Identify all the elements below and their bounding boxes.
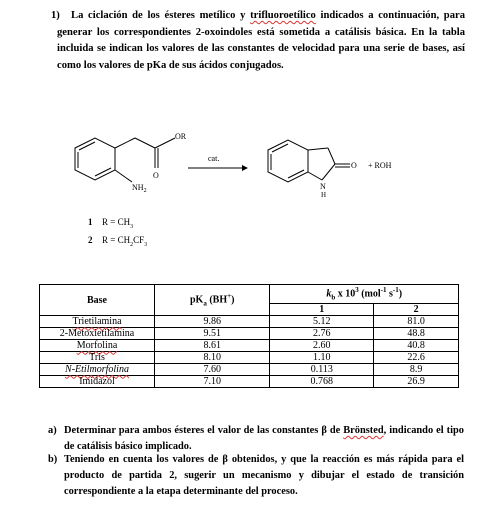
- table-header-row: [40, 285, 459, 304]
- reaction-scheme: [40, 130, 470, 210]
- table-row: [40, 376, 459, 388]
- cell-base: 2-Metoxietilamina: [40, 328, 155, 340]
- table-row: [40, 352, 459, 364]
- table-row: [40, 340, 459, 352]
- product-n-label: N: [320, 182, 326, 191]
- cell-k2: 40.8: [374, 340, 459, 352]
- cell-pka: 9.86: [155, 316, 270, 328]
- r-item-1: 1 $R = CH_3$: [88, 217, 134, 230]
- intro-text-2: indicados a continuación, para generar los correspondientes 2-oxoindoles está sometida a catálisis básica. En la tabla incluida se indican los valores de las constantes de velocidad para una serie de bases, así como los valores de pKa de sus ácidos conjugados.: [57, 10, 465, 71]
- r-item-2: 2 $R = CH_2CF_3$: [88, 234, 148, 248]
- cell-pka: 8.10: [155, 352, 270, 364]
- cell-k2: 8.9: [374, 364, 459, 376]
- intro-text-trifluoro: trifluoroetílico: [250, 10, 316, 21]
- cell-base: Morfolina: [40, 340, 155, 352]
- cell-base: Tris: [40, 352, 155, 364]
- catalyst-label: cat.: [208, 154, 220, 163]
- cell-pka: 7.10: [155, 376, 270, 388]
- cell-base: N-Etilmorfolina: [40, 364, 155, 376]
- cell-k1: 2.76: [270, 328, 374, 340]
- cell-k1: 0.768: [270, 376, 374, 388]
- table-row: [40, 364, 459, 376]
- table-row: [40, 316, 459, 328]
- rate-constant-table: [39, 284, 459, 388]
- byproduct-label: + ROH: [368, 161, 392, 170]
- question-b-label: b): [48, 454, 58, 465]
- question-a-label: a): [48, 425, 57, 436]
- cell-k1: 1.10: [270, 352, 374, 364]
- table-row: [40, 328, 459, 340]
- problem-number: 1): [51, 10, 60, 21]
- question-a: a) Determinar para ambos ésteres el valor de las constantes β de Brönsted, indicando el tipo de catálisis básico implicado.: [48, 425, 464, 452]
- col-header-kb: $k_b$ x $10^3$ (mol$^{-1}$ $s^{-1}$): [270, 285, 459, 304]
- problem-statement: [51, 8, 465, 74]
- cell-k2: 81.0: [374, 316, 459, 328]
- r-group-list: [88, 216, 147, 252]
- col-header-pka: $pK_a$ (BH+): [155, 285, 270, 316]
- product-o-label: O: [351, 161, 357, 170]
- product-structure: [268, 140, 350, 182]
- reactant-or-label: OR: [175, 132, 187, 141]
- cell-base: Trietilamina: [40, 316, 155, 328]
- cell-k2: 22.6: [374, 352, 459, 364]
- cell-k2: 48.8: [374, 328, 459, 340]
- cell-pka: 9.51: [155, 328, 270, 340]
- cell-base: Imidazol: [40, 376, 155, 388]
- cell-pka: 8.61: [155, 340, 270, 352]
- cell-k1: 2.60: [270, 340, 374, 352]
- cell-k1: 5.12: [270, 316, 374, 328]
- col-header-ester-2: 2: [374, 304, 459, 316]
- reactant-nh2-label: $NH_2$: [132, 183, 147, 194]
- col-header-base: Base: [40, 285, 155, 316]
- col-header-ester-1: 1: [270, 304, 374, 316]
- reactant-carbonyl-o: O: [153, 171, 159, 180]
- reactant-structure: [75, 138, 175, 182]
- question-b: b) Teniendo en cuenta los valores de β obtenidos, y que la reacción es más rápida para el producto de partida 2, sugerir un mecanismo y dibujar el estado de transición correspondiente a la etapa determinante del proceso.: [48, 454, 464, 497]
- reaction-arrowhead: [242, 165, 248, 171]
- cell-k1: 0.113: [270, 364, 374, 376]
- cell-pka: 7.60: [155, 364, 270, 376]
- intro-text-1: La ciclación de los ésteres metílico y: [71, 10, 251, 21]
- cell-k2: 26.9: [374, 376, 459, 388]
- product-h-label: H: [321, 191, 327, 199]
